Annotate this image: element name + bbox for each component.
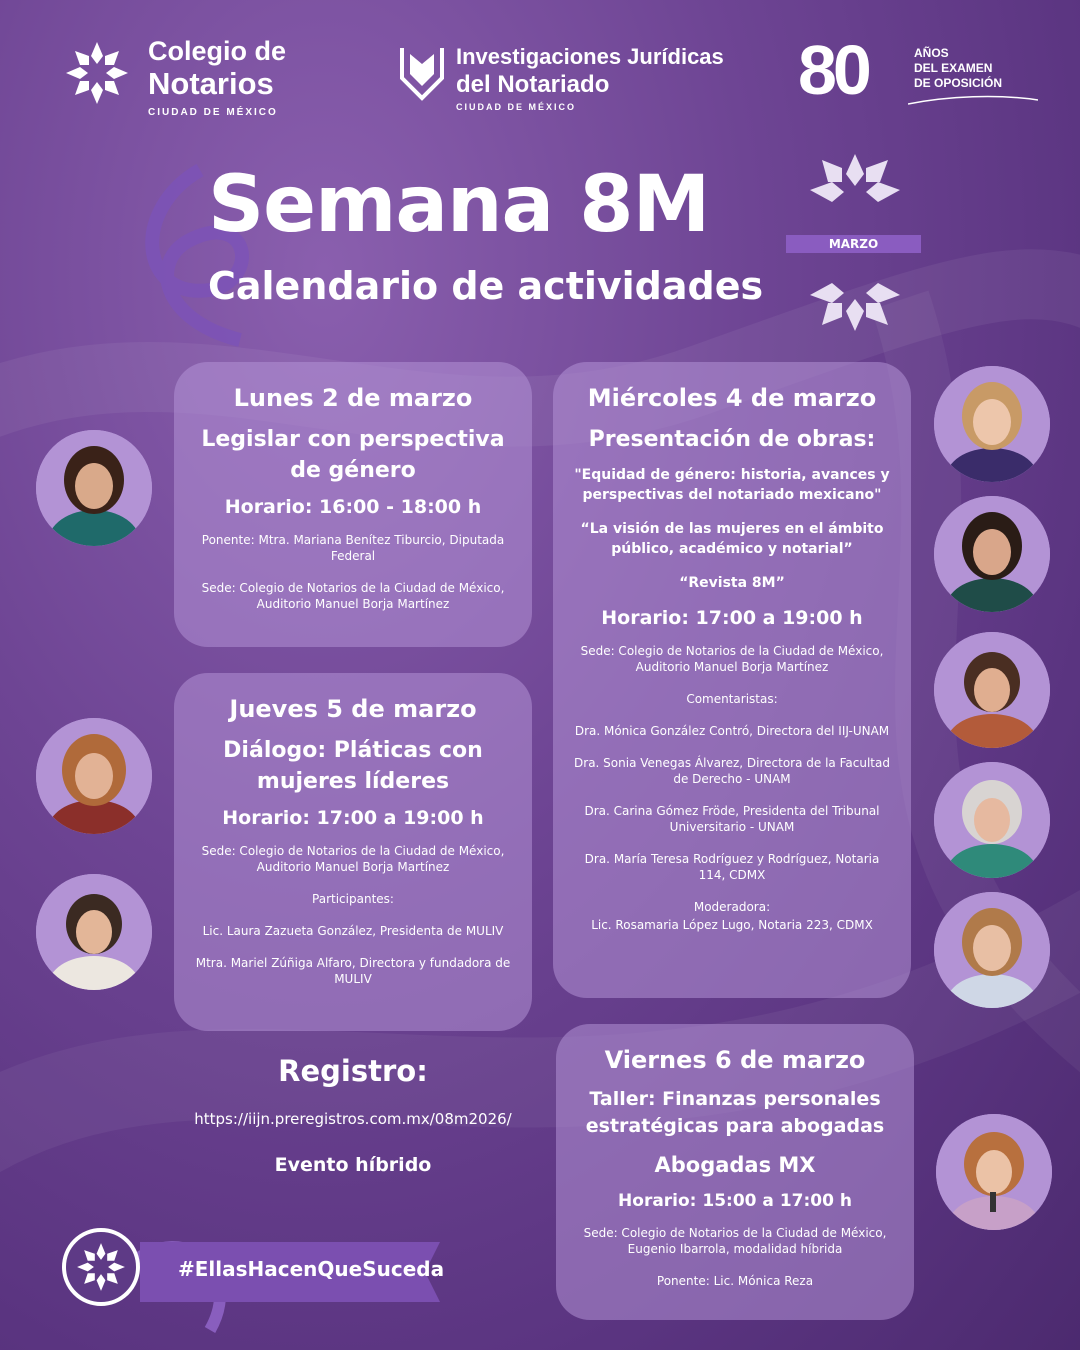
speaker-photo xyxy=(36,430,152,546)
swoosh-icon xyxy=(908,90,1038,110)
commentators-label: Comentaristas: xyxy=(686,692,778,706)
event-card-jueves xyxy=(174,673,532,1031)
moderator-label: Moderadora: xyxy=(693,900,771,914)
person-icon xyxy=(936,1114,1052,1230)
event-hours: Horario: 15:00 a 17:00 h xyxy=(618,1191,852,1211)
person-icon xyxy=(36,430,152,546)
hashtag-badge xyxy=(62,1228,140,1306)
event-venue: Sede: Colegio de Notarios de la Ciudad de México, Eugenio Ibarrola, modalidad híbrida xyxy=(583,1226,887,1256)
person-icon xyxy=(36,874,152,990)
anios-line3: DE OPOSICIÓN xyxy=(914,76,1003,90)
event-day: Miércoles 4 de marzo xyxy=(587,384,877,412)
hybrid-event-label: Evento híbrido xyxy=(274,1154,432,1176)
speaker-photo xyxy=(936,1114,1052,1230)
registro-url-link[interactable]: https://iijn.preregistros.com.mx/08m2026/ xyxy=(194,1110,512,1128)
event-speaker: Ponente: Mtra. Mariana Benítez Tiburcio, Diputada Federal xyxy=(201,533,505,563)
iijn-logo-line3: CIUDAD DE MÉXICO xyxy=(456,102,577,112)
hashtag-text: #EllasHacenQueSuceda xyxy=(178,1257,445,1281)
person-icon xyxy=(934,366,1050,482)
event-day: Jueves 5 de marzo xyxy=(229,695,477,723)
event-hours: Horario: 17:00 a 19:00 h xyxy=(222,807,484,829)
speaker-photo xyxy=(934,632,1050,748)
anios-logo xyxy=(798,31,1048,118)
hero-subtitle: Calendario de actividades xyxy=(208,264,764,308)
event-venue: Sede: Colegio de Notarios de la Ciudad de México, Auditorio Manuel Borja Martínez xyxy=(201,844,505,874)
moderator-name: Lic. Rosamaria López Lugo, Notaria 223, CDMX xyxy=(591,918,873,932)
iijn-logo-line1: Investigaciones Jurídicas xyxy=(456,44,724,69)
commentator-item: Dra. María Teresa Rodríguez y Rodríguez, Notaria 114, CDMX xyxy=(584,852,880,882)
work-item: "Equidad de género: historia, avances y perspectivas del notariado mexicano" xyxy=(574,467,890,503)
event-day: Lunes 2 de marzo xyxy=(233,384,473,412)
book-emblem-icon xyxy=(398,44,446,102)
commentator-item: Dra. Carina Gómez Fröde, Presidenta del Tribunal Universitario - UNAM xyxy=(584,804,880,834)
person-icon xyxy=(934,496,1050,612)
speaker-photo xyxy=(934,762,1050,878)
anios-line2: DEL EXAMEN xyxy=(914,61,993,75)
participant-item: Mtra. Mariel Zúñiga Alfaro, Directora y fundadora de MULIV xyxy=(195,956,511,986)
event-venue: Sede: Colegio de Notarios de la Ciudad de México, Auditorio Manuel Borja Martínez xyxy=(580,644,884,674)
event-hours: Horario: 16:00 - 18:00 h xyxy=(224,496,482,518)
colegio-logo-line3: CIUDAD DE MÉXICO xyxy=(148,107,278,118)
event-title: Taller: Finanzas personales estratégicas para abogadas xyxy=(585,1088,885,1137)
speaker-photo xyxy=(36,718,152,834)
colegio-logo-line1: Colegio de xyxy=(148,36,287,66)
event-hours: Horario: 17:00 a 19:00 h xyxy=(601,607,863,629)
colegio-emblem-icon xyxy=(70,1236,132,1298)
hero-title: Semana 8M xyxy=(208,160,710,250)
speaker-photo xyxy=(36,874,152,990)
iijn-logo-line2: del Notariado xyxy=(456,71,610,98)
speaker-photo xyxy=(934,892,1050,1008)
event-venue: Sede: Colegio de Notarios de la Ciudad de México, Auditorio Manuel Borja Martínez xyxy=(201,581,505,611)
event-speaker: Ponente: Lic. Mónica Reza xyxy=(656,1274,814,1288)
person-icon xyxy=(934,762,1050,878)
event-org: Abogadas MX xyxy=(654,1153,816,1177)
colegio-emblem-icon xyxy=(62,38,132,108)
event-title: Diálogo: Pláticas con mujeres líderes xyxy=(223,738,483,794)
anios-number: 80 xyxy=(798,31,868,109)
anios-line1: AÑOS xyxy=(914,46,949,60)
event-title: Legislar con perspectiva de género xyxy=(201,427,505,483)
event-card-viernes xyxy=(556,1024,914,1320)
speaker-photo xyxy=(934,496,1050,612)
commentator-item: Dra. Sonia Venegas Álvarez, Directora de la Facultad de Derecho - UNAM xyxy=(574,756,890,786)
event-card-miercoles xyxy=(553,362,911,998)
event-title: Presentación de obras: xyxy=(588,427,876,452)
speaker-photo xyxy=(934,366,1050,482)
work-item: “La visión de las mujeres en el ámbito público, académico y notarial” xyxy=(580,521,884,557)
commentator-item: Dra. Mónica González Contró, Directora del IIJ-UNAM xyxy=(574,724,890,738)
colegio-logo-line2: Notarios xyxy=(148,66,274,101)
work-item: “Revista 8M” xyxy=(679,575,785,591)
person-icon xyxy=(36,718,152,834)
event-day: Viernes 6 de marzo xyxy=(604,1046,866,1074)
registro-label: Registro: xyxy=(278,1054,428,1088)
person-icon xyxy=(934,632,1050,748)
event-card-lunes xyxy=(174,362,532,647)
participants-label: Participantes: xyxy=(312,892,394,906)
person-icon xyxy=(934,892,1050,1008)
march-badge: MARZO xyxy=(786,235,921,253)
participant-item: Lic. Laura Zazueta González, Presidenta de MULIV xyxy=(202,924,504,938)
